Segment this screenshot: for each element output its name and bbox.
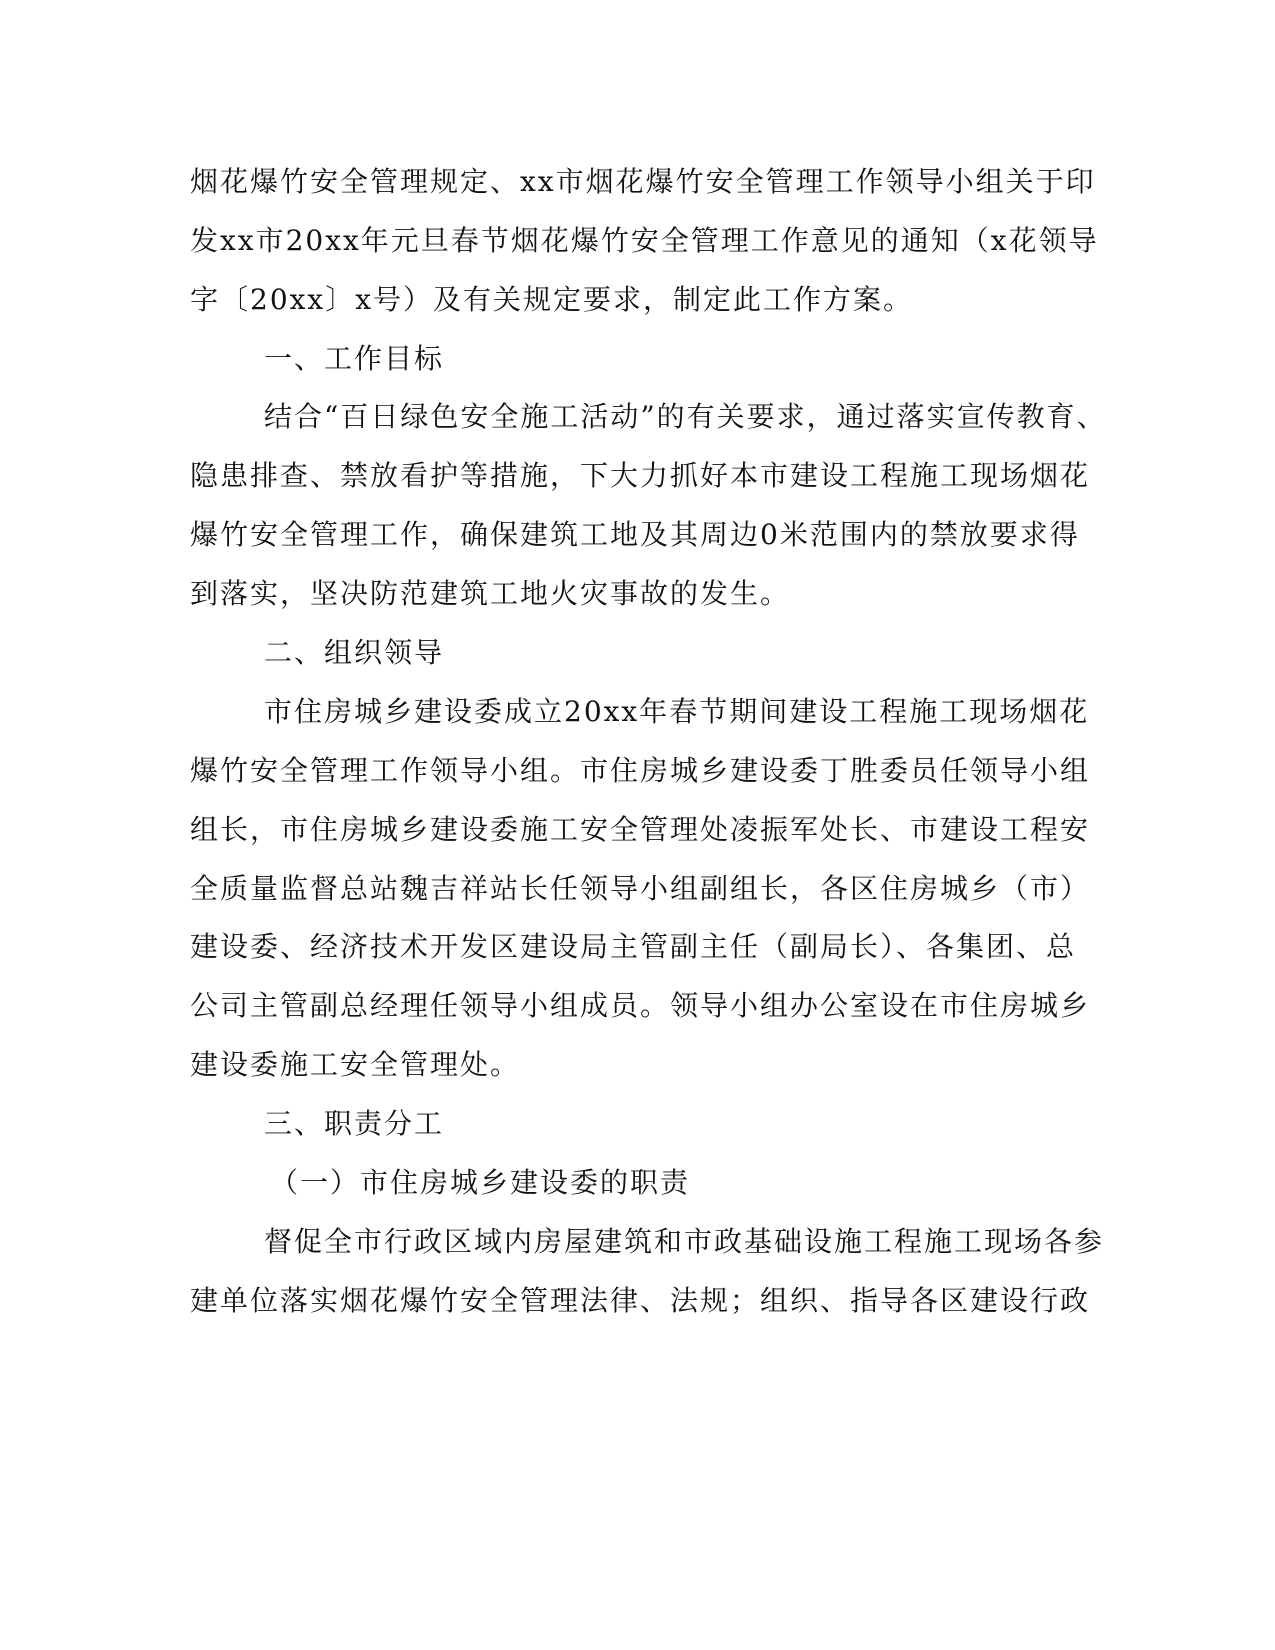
body-text-line: 建单位落实烟花爆竹安全管理法律、法规；组织、指导各区建设行政 [190,1284,1091,1317]
subsection-heading: （一）市住房城乡建设委的职责 [270,1166,691,1199]
section-heading-goals: 一、工作目标 [264,342,445,375]
body-text-line: 建设委施工安全管理处。 [190,1048,521,1081]
body-text-line: 烟花爆竹安全管理规定、xx市烟花爆竹安全管理工作领导小组关于印 [190,165,1096,198]
body-text-line: 市住房城乡建设委成立20xx年春节期间建设工程施工现场烟花 [264,695,1090,728]
body-text-line: 督促全市行政区域内房屋建筑和市政基础设施工程施工现场各参 [264,1225,1105,1258]
section-heading-leadership: 二、组织领导 [264,636,445,669]
body-text-line: 组长，市住房城乡建设委施工安全管理处凌振军处长、市建设工程安 [190,813,1091,846]
body-text-line: 结合“百日绿色安全施工活动”的有关要求，通过落实宣传教育、 [264,400,1107,433]
body-text-line: 字〔20xx〕x号）及有关规定要求，制定此工作方案。 [190,283,914,316]
body-text-line: 发xx市20xx年元旦春节烟花爆竹安全管理工作意见的通知（x花领导 [190,224,1099,257]
body-text-line: 爆竹安全管理工作领导小组。市住房城乡建设委丁胜委员任领导小组 [190,754,1091,787]
body-text-line: 建设委、经济技术开发区建设局主管副主任（副局长）、各集团、总 [190,930,1077,963]
section-heading-duties: 三、职责分工 [264,1107,445,1140]
body-text-line: 隐患排查、禁放看护等措施，下大力抓好本市建设工程施工现场烟花 [190,459,1091,492]
body-text-line: 爆竹安全管理工作，确保建筑工地及其周边0米范围内的禁放要求得 [190,518,1080,551]
body-text-line: 全质量监督总站魏吉祥站长任领导小组副组长，各区住房城乡（市） [190,872,1091,905]
body-text-line: 公司主管副总经理任领导小组成员。领导小组办公室设在市住房城乡 [190,989,1091,1022]
body-text-line: 到落实，坚决防范建筑工地火灾事故的发生。 [190,577,791,610]
